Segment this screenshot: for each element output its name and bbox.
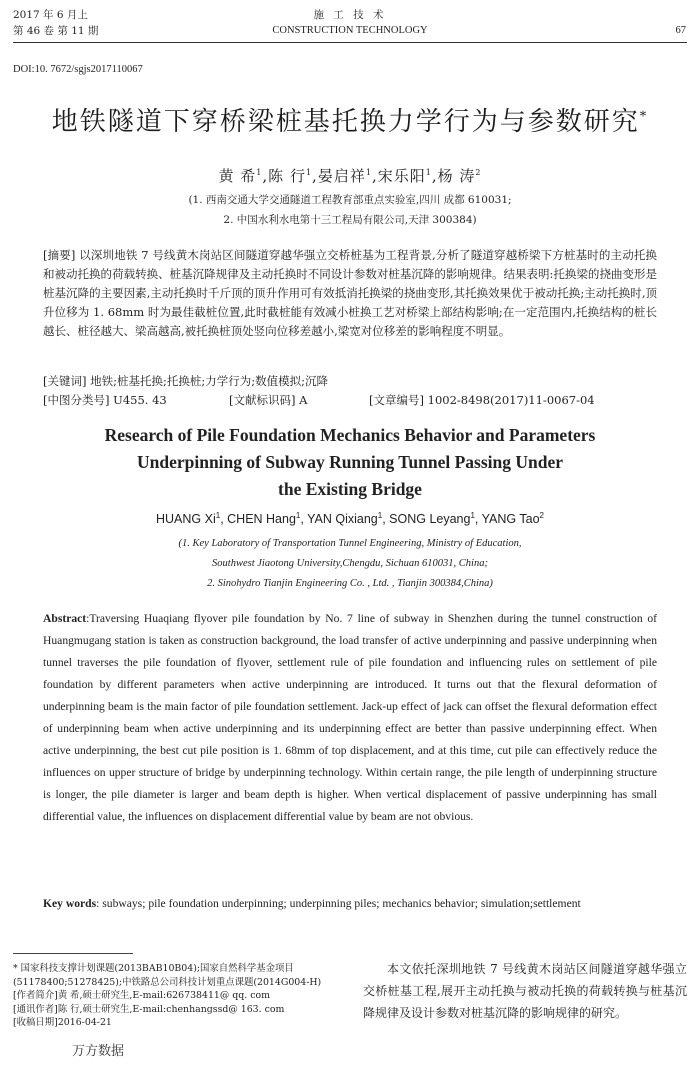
- classification-row: [43, 391, 657, 410]
- abstract-en-text: :Traversing Huaqiang flyover pile foundation by No. 7 line of subway in Shenzhen during the tunnel construction of Huangmugang station is taken as construction background, the load transfer of active underpinning and passive underpinning when tunnel traverses the pile foundation of flyover, settlement rule of pile foundation and influencing rules on settlement of pile foundation by different parameters when active underpinning are introduced. It turns out that the flexural deformation of underpinning beam is the main factor of pile foundation settlement. Jack-up effect of jack can offset the flexural deformation effect of underpinning beam when active underpinning and its underpinning effect are better than passive underpinning effect. When active underpinning, the best cut pile position is 1. 68mm of top displacement, and at this time, cut pile can effectively reduce the influences on upper structure of bridge by underpinning technology. Within certain range, the pile length of underpinning structure is longer, the pile diameter is larger and beam depth is higher. When vertical displacement of passive underpinning has small differential value, the influences on displacement differential value by beam are not obvious.: [43, 612, 657, 823]
- author-sup: 1: [295, 510, 301, 520]
- clc-value: U455. 43: [113, 393, 167, 407]
- affiliation-en-3: 2. Sinohydro Tianjin Engineering Co. , Ltd. , Tianjin 300384,China): [207, 578, 493, 589]
- affiliation-cn-1: (1. 西南交通大学交通隧道工程教育部重点实验室,四川 成都 610031;: [188, 194, 512, 206]
- keywords-cn: [43, 372, 657, 391]
- author-sup: 2: [475, 168, 482, 177]
- author-sup: 1: [470, 510, 475, 520]
- abstract-en: [43, 608, 657, 828]
- author-sup: 1: [377, 510, 383, 520]
- affiliation-cn-2: 2. 中国水利水电第十三工程局有限公司,天津 300384): [223, 214, 477, 226]
- header-journal-en: CONSTRUCTION TECHNOLOGY: [272, 25, 428, 36]
- footnote-date-text: 2016-04-21: [57, 1017, 112, 1028]
- header-volume: 第 46 卷 第 11 期: [13, 25, 99, 37]
- keywords-cn-text: 地铁;桩基托换;托换桩;力学行为;数值模拟;沉降: [90, 374, 329, 388]
- author-en: YANG Tao: [481, 512, 540, 526]
- title-en-2: Underpinning of Subway Running Tunnel Passing Under: [136, 452, 563, 472]
- author-sup: 1: [256, 168, 263, 177]
- page-number: 67: [675, 25, 686, 36]
- footnote-corresponding: [13, 1003, 343, 1017]
- abstract-cn-label: [摘要]: [43, 248, 76, 262]
- authors-cn: 黄 希$^1$,陈 行$^1$,晏启祥$^1$,宋乐阳$^1$,杨 涛$^2$: [218, 167, 482, 185]
- doc-label: [文献标识码]: [229, 393, 296, 407]
- abstract-en-label: Abstract: [43, 612, 87, 625]
- footnote-author-label: [作者简介]: [13, 990, 58, 1001]
- title-cn: [0, 101, 700, 138]
- keywords-en: [43, 893, 657, 915]
- author-cn: 陈 行: [268, 167, 306, 185]
- authors-en: HUANG Xi$^1$, CHEN Hang$^1$, YAN Qixiang$^1$, SONG Leyang$^1$, YANG Tao$^2$: [156, 510, 544, 526]
- watermark: 万方数据: [72, 1044, 125, 1059]
- keywords-en-label: Key words: [43, 897, 97, 910]
- clc-label: [中图分类号]: [43, 393, 110, 407]
- footnote-date-label: [收稿日期]: [13, 1017, 58, 1028]
- title-en-3: the Existing Bridge: [278, 479, 422, 499]
- doi: DOI:10. 7672/sgjs2017110067: [13, 64, 143, 75]
- author-cn: 黄 希: [218, 167, 257, 185]
- author-en: YAN Qixiang: [307, 512, 378, 526]
- doc-code: [229, 391, 307, 410]
- header-journal-cn: 施 工 技 术: [313, 9, 387, 21]
- author-sup: 1: [425, 168, 432, 177]
- author-sup: 1: [365, 168, 372, 177]
- footnote-corr-text: 陈 行,硕士研究生,E-mail:chenhangssd@ 163. com: [57, 1003, 285, 1015]
- doc-value: A: [299, 393, 308, 407]
- header-date: 2017 年 6 月上: [13, 9, 88, 21]
- body-intro: 本文依托深圳地铁 7 号线黄木岗站区间隧道穿越华强立交桥桩基工程,展开主动托换与被动托换的荷载转换与桩基沉降规律及设计参数对桩基沉降的影响规律的研究。: [363, 962, 687, 1020]
- author-en: HUANG Xi: [156, 512, 216, 526]
- footnotes: [13, 962, 343, 1030]
- affiliation-en-2: Southwest Jiaotong University,Chengdu, Sichuan 610031, China;: [212, 558, 488, 569]
- footnote-rule: [13, 953, 133, 954]
- title-cn-text: 地铁隧道下穿桥梁桩基托换力学行为与参数研究: [51, 107, 640, 137]
- title-cn-mark: *: [639, 109, 649, 125]
- author-sup: 2: [539, 510, 544, 520]
- footnote-corr-label: [通讯作者]: [13, 1003, 58, 1015]
- abstract-cn-text: 以深圳地铁 7 号线黄木岗站区间隧道穿越华强立交桥桩基为工程背景,分析了隧道穿越桥梁下方桩基时的主动托换和被动托换的荷载转换、桩基沉降规律及主动托换时不同设计参数对桩基沉降的影响规律。结果表明:托换梁的挠曲变形是桩基沉降的主要因素,主动托换时千斤顶的顶升作用可有效抵消托换梁的挠曲变形,其托换效果优于被动托换;主动托换时,顶升位移为 1. 68mm 时为最佳截桩位置,此时截桩能有效减小桩换工艺对桥梁上部结构影响;在一定范围内,托换结构的桩长越长、桩径越大、梁高越高,被托换桩顶处竖向位移差越小,梁宽对位移差的影响程度不明显。: [43, 248, 657, 338]
- author-cn: 杨 涛: [437, 167, 476, 185]
- author-en: SONG Leyang: [389, 512, 471, 526]
- article-value: 1002-8498(2017)11-0067-04: [427, 393, 595, 407]
- author-sup: 1: [305, 168, 313, 177]
- header-rule: [13, 42, 687, 43]
- title-en-1: Research of Pile Foundation Mechanics Behavior and Parameters: [104, 425, 596, 445]
- author-sup: 1: [215, 510, 221, 520]
- footnote-author: [13, 989, 343, 1003]
- article-number: [369, 391, 595, 410]
- affiliation-en-1: (1. Key Laboratory of Transportation Tunnel Engineering, Ministry of Education,: [178, 538, 522, 549]
- article-label: [文章编号]: [369, 393, 424, 407]
- abstract-cn: [43, 246, 657, 341]
- author-cn: 晏启祥: [317, 167, 366, 185]
- footnote-date: [13, 1016, 343, 1030]
- keywords-en-text: : subways; pile foundation underpinning; underpinning piles; mechanics behavior; simulation;settlement: [96, 897, 581, 910]
- author-en: CHEN Hang: [227, 512, 296, 526]
- author-cn: 宋乐阳: [377, 167, 426, 185]
- footnote-fund: * 国家科技支撑计划课题(2013BAB10B04);国家自然科学基金项目(51178400;51278425);中铁路总公司科技计划重点课题(2014G004-H): [13, 963, 322, 988]
- footnote-author-text: 黄 希,硕士研究生,E-mail:626738411@ qq. com: [57, 990, 270, 1001]
- keywords-cn-label: [关键词]: [43, 374, 87, 388]
